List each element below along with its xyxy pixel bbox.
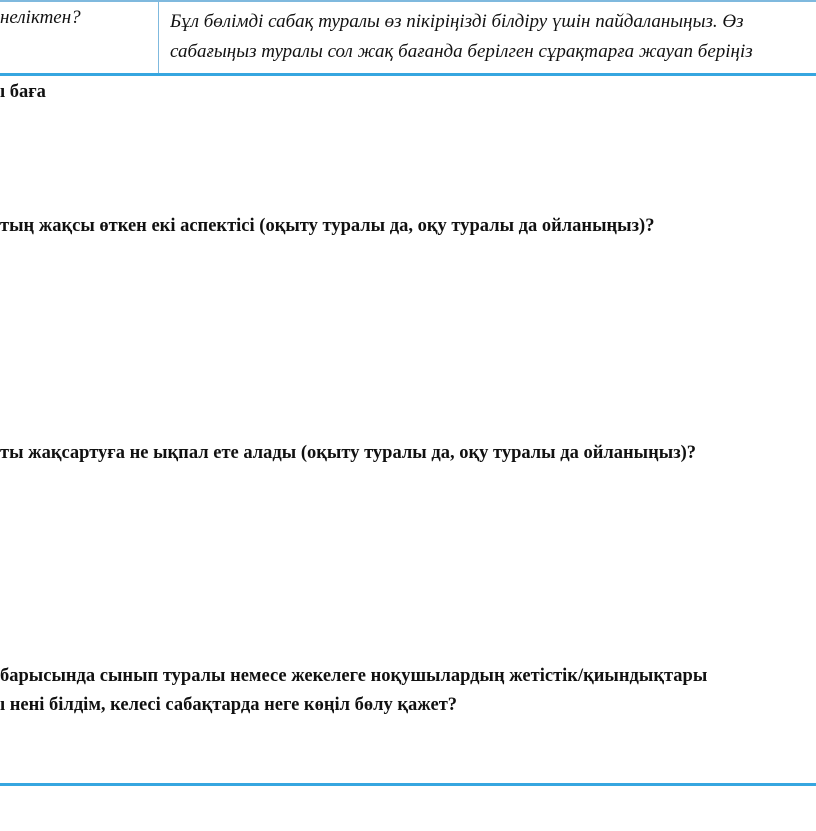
right-cell-line-1: Бұл бөлімді сабақ туралы өз пікіріңізді білдіру үшін пайдаланыңыз. Өз [170, 11, 744, 32]
table-cell-right [170, 2, 816, 73]
question-positive-aspects: тың жақсы өткен екі аспектісі (оқыту туралы да, оқу туралы да ойланыңыз)? [0, 216, 655, 236]
question-learning-line-1: барысында сынып туралы немесе жекелеге ноқушылардың жетістік/қиындықтары [0, 666, 708, 686]
question-improvements: ты жақсартуға не ықпал ете алады (оқыту туралы да, оқу туралы да ойланыңыз)? [0, 443, 697, 463]
right-cell-text [170, 7, 753, 67]
right-cell-line-2: сабағыңыз туралы сол жақ бағанда берілген сұрақтарға жауап беріңіз [170, 41, 753, 62]
table-bottom-border [0, 783, 816, 786]
table-cell-left [0, 2, 159, 73]
section-heading: ı баға [0, 82, 46, 102]
question-learning-line-2: ı нені білдім, келесі сабақтарда неге көңіл бөлу қажет? [0, 695, 458, 715]
left-cell-text: неліктен? [0, 7, 81, 28]
table-row-border [0, 73, 816, 76]
